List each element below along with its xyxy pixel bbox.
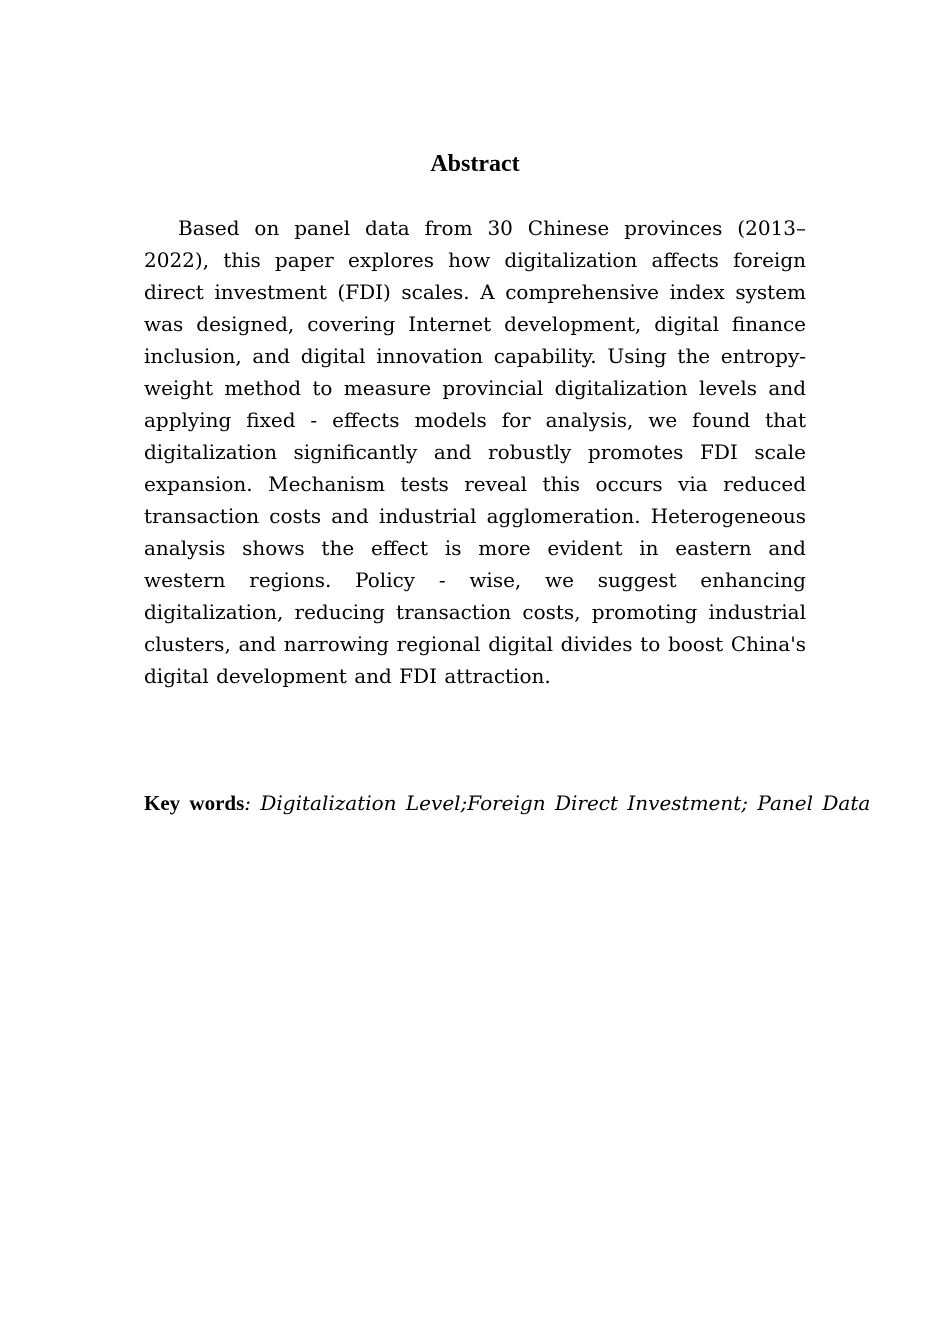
keywords-label: Key words bbox=[144, 791, 245, 815]
abstract-title: Abstract bbox=[430, 151, 520, 177]
keywords-text: : Digitalization Level;Foreign Direct Investment; Panel Data bbox=[244, 791, 871, 815]
abstract-body: Based on panel data from 30 Chinese provinces (2013–2022), this paper explores how digitalization affects foreign direct investment (FDI) scales. A comprehensive index system was designed, covering Internet development, digital finance inclusion, and digital innovation capability. Using the entropy-weight method to measure provincial digitalization levels and applying fixed - effects models for analysis, we found that digitalization significantly and robustly promotes FDI scale expansion. Mechanism tests reveal this occurs via reduced transaction costs and industrial agglomeration. Heterogeneous analysis shows the effect is more evident in eastern and western regions. Policy - wise, we suggest enhancing digitalization, reducing transaction costs, promoting industrial clusters, and narrowing regional digital divides to boost China's digital development and FDI attraction. bbox=[144, 216, 806, 688]
keywords bbox=[144, 787, 890, 819]
